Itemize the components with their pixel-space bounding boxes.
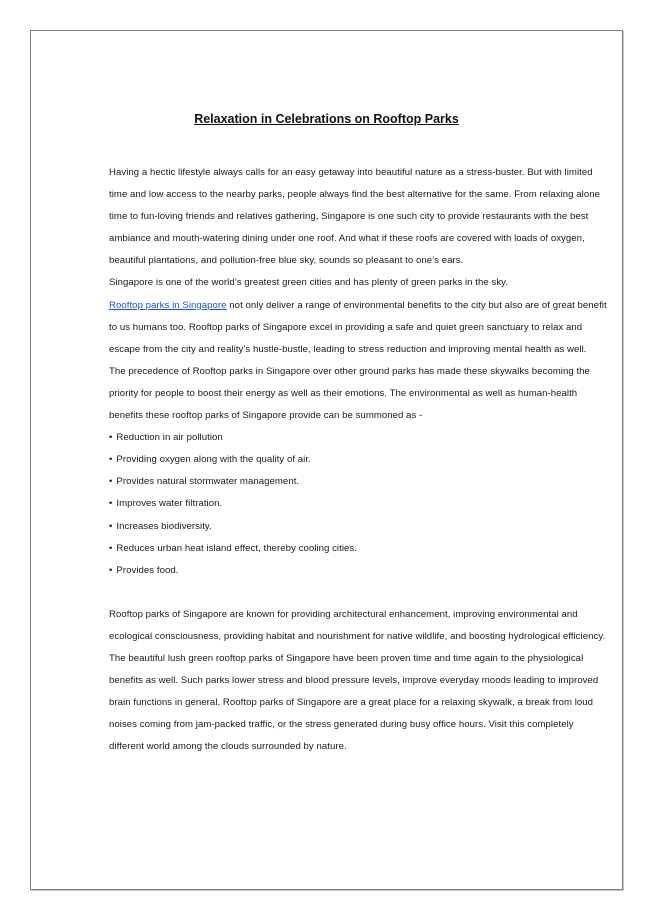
list-item (109, 449, 609, 471)
benefits-list (109, 427, 609, 582)
paragraph-green-cities: Singapore is one of the world’s greatest green cities and has plenty of green parks in the sky. (109, 277, 509, 289)
list-item (109, 560, 609, 582)
document-title: Relaxation in Celebrations on Rooftop Parks (194, 112, 459, 126)
bullet-icon: • (109, 520, 113, 532)
bullet-icon: • (109, 454, 113, 466)
list-item-text: Improves water filtration. (116, 498, 223, 510)
bullet-icon: • (109, 564, 113, 576)
list-item-text: Provides natural stormwater management. (116, 476, 300, 488)
list-item-text: Reduces urban heat island effect, thereby cooling cities. (116, 542, 357, 554)
paragraph-precedence: The precedence of Rooftop parks in Singapore over other ground parks has made these skywalks becoming the priority for people to boost their energy as well as their emotions. The environmental as well as human-health benefits these rooftop parks of Singapore provide can be summoned as - (109, 365, 590, 422)
list-item-text: Increases biodiversity. (116, 520, 212, 532)
paragraph-rooftop-benefits-text: not only deliver a range of environmental benefits to the city but also are of great benefit to us humans too. Rooftop parks of Singapore excel in providing a safe and quiet green sanctuary to relax and escape from the city and reality’s hustle-bustle, leading to stress reduction and improving mental health as well. (109, 299, 607, 355)
bullet-icon: • (109, 476, 113, 488)
paragraph-spacer (109, 582, 609, 604)
list-item (109, 427, 609, 449)
list-item-text: Reduction in air pollution (116, 432, 223, 444)
bullet-icon: • (109, 432, 113, 444)
list-item-text: Providing oxygen along with the quality of air. (116, 454, 311, 466)
document-body (109, 162, 609, 759)
paragraph-rooftop-benefits (109, 295, 609, 361)
page (30, 30, 623, 890)
paragraph-intro: Having a hectic lifestyle always calls for an easy getaway into beautiful nature as a stress-buster. But with limited time and low access to the nearby parks, people always find the best alternative for the same. From relaxing alone time to fun-loving friends and relatives gathering, Singapore is one such city to provide restaurants with the best ambiance and mouth-watering dining under one roof. And what if these roofs are covered with loads of oxygen, beautiful plantations, and pollution-free blue sky, sounds so pleasant to one’s ears. (109, 167, 600, 267)
rooftop-parks-link[interactable]: Rooftop parks in Singapore (109, 299, 227, 311)
list-item (109, 516, 609, 538)
paragraph-conclusion: Rooftop parks of Singapore are known for providing architectural enhancement, improving environmental and ecological consciousness, providing habitat and nourishment for native wildlife, and boosting hydrological efficiency. The beautiful lush green rooftop parks of Singapore have been proven time and time again to the physiological benefits as well. Such parks lower stress and blood pressure levels, improve everyday moods leading to improved brain functions in general. Rooftop parks of Singapore are a great place for a relaxing skywalk, a break from loud noises coming from jam-packed traffic, or the stress generated during busy office hours. Visit this completely different world among the clouds surrounded by nature. (109, 608, 606, 753)
bullet-icon: • (109, 542, 113, 554)
bullet-icon: • (109, 498, 113, 510)
list-item (109, 538, 609, 560)
list-item (109, 471, 609, 493)
list-item-text: Provides food. (116, 564, 179, 576)
list-item (109, 493, 609, 515)
